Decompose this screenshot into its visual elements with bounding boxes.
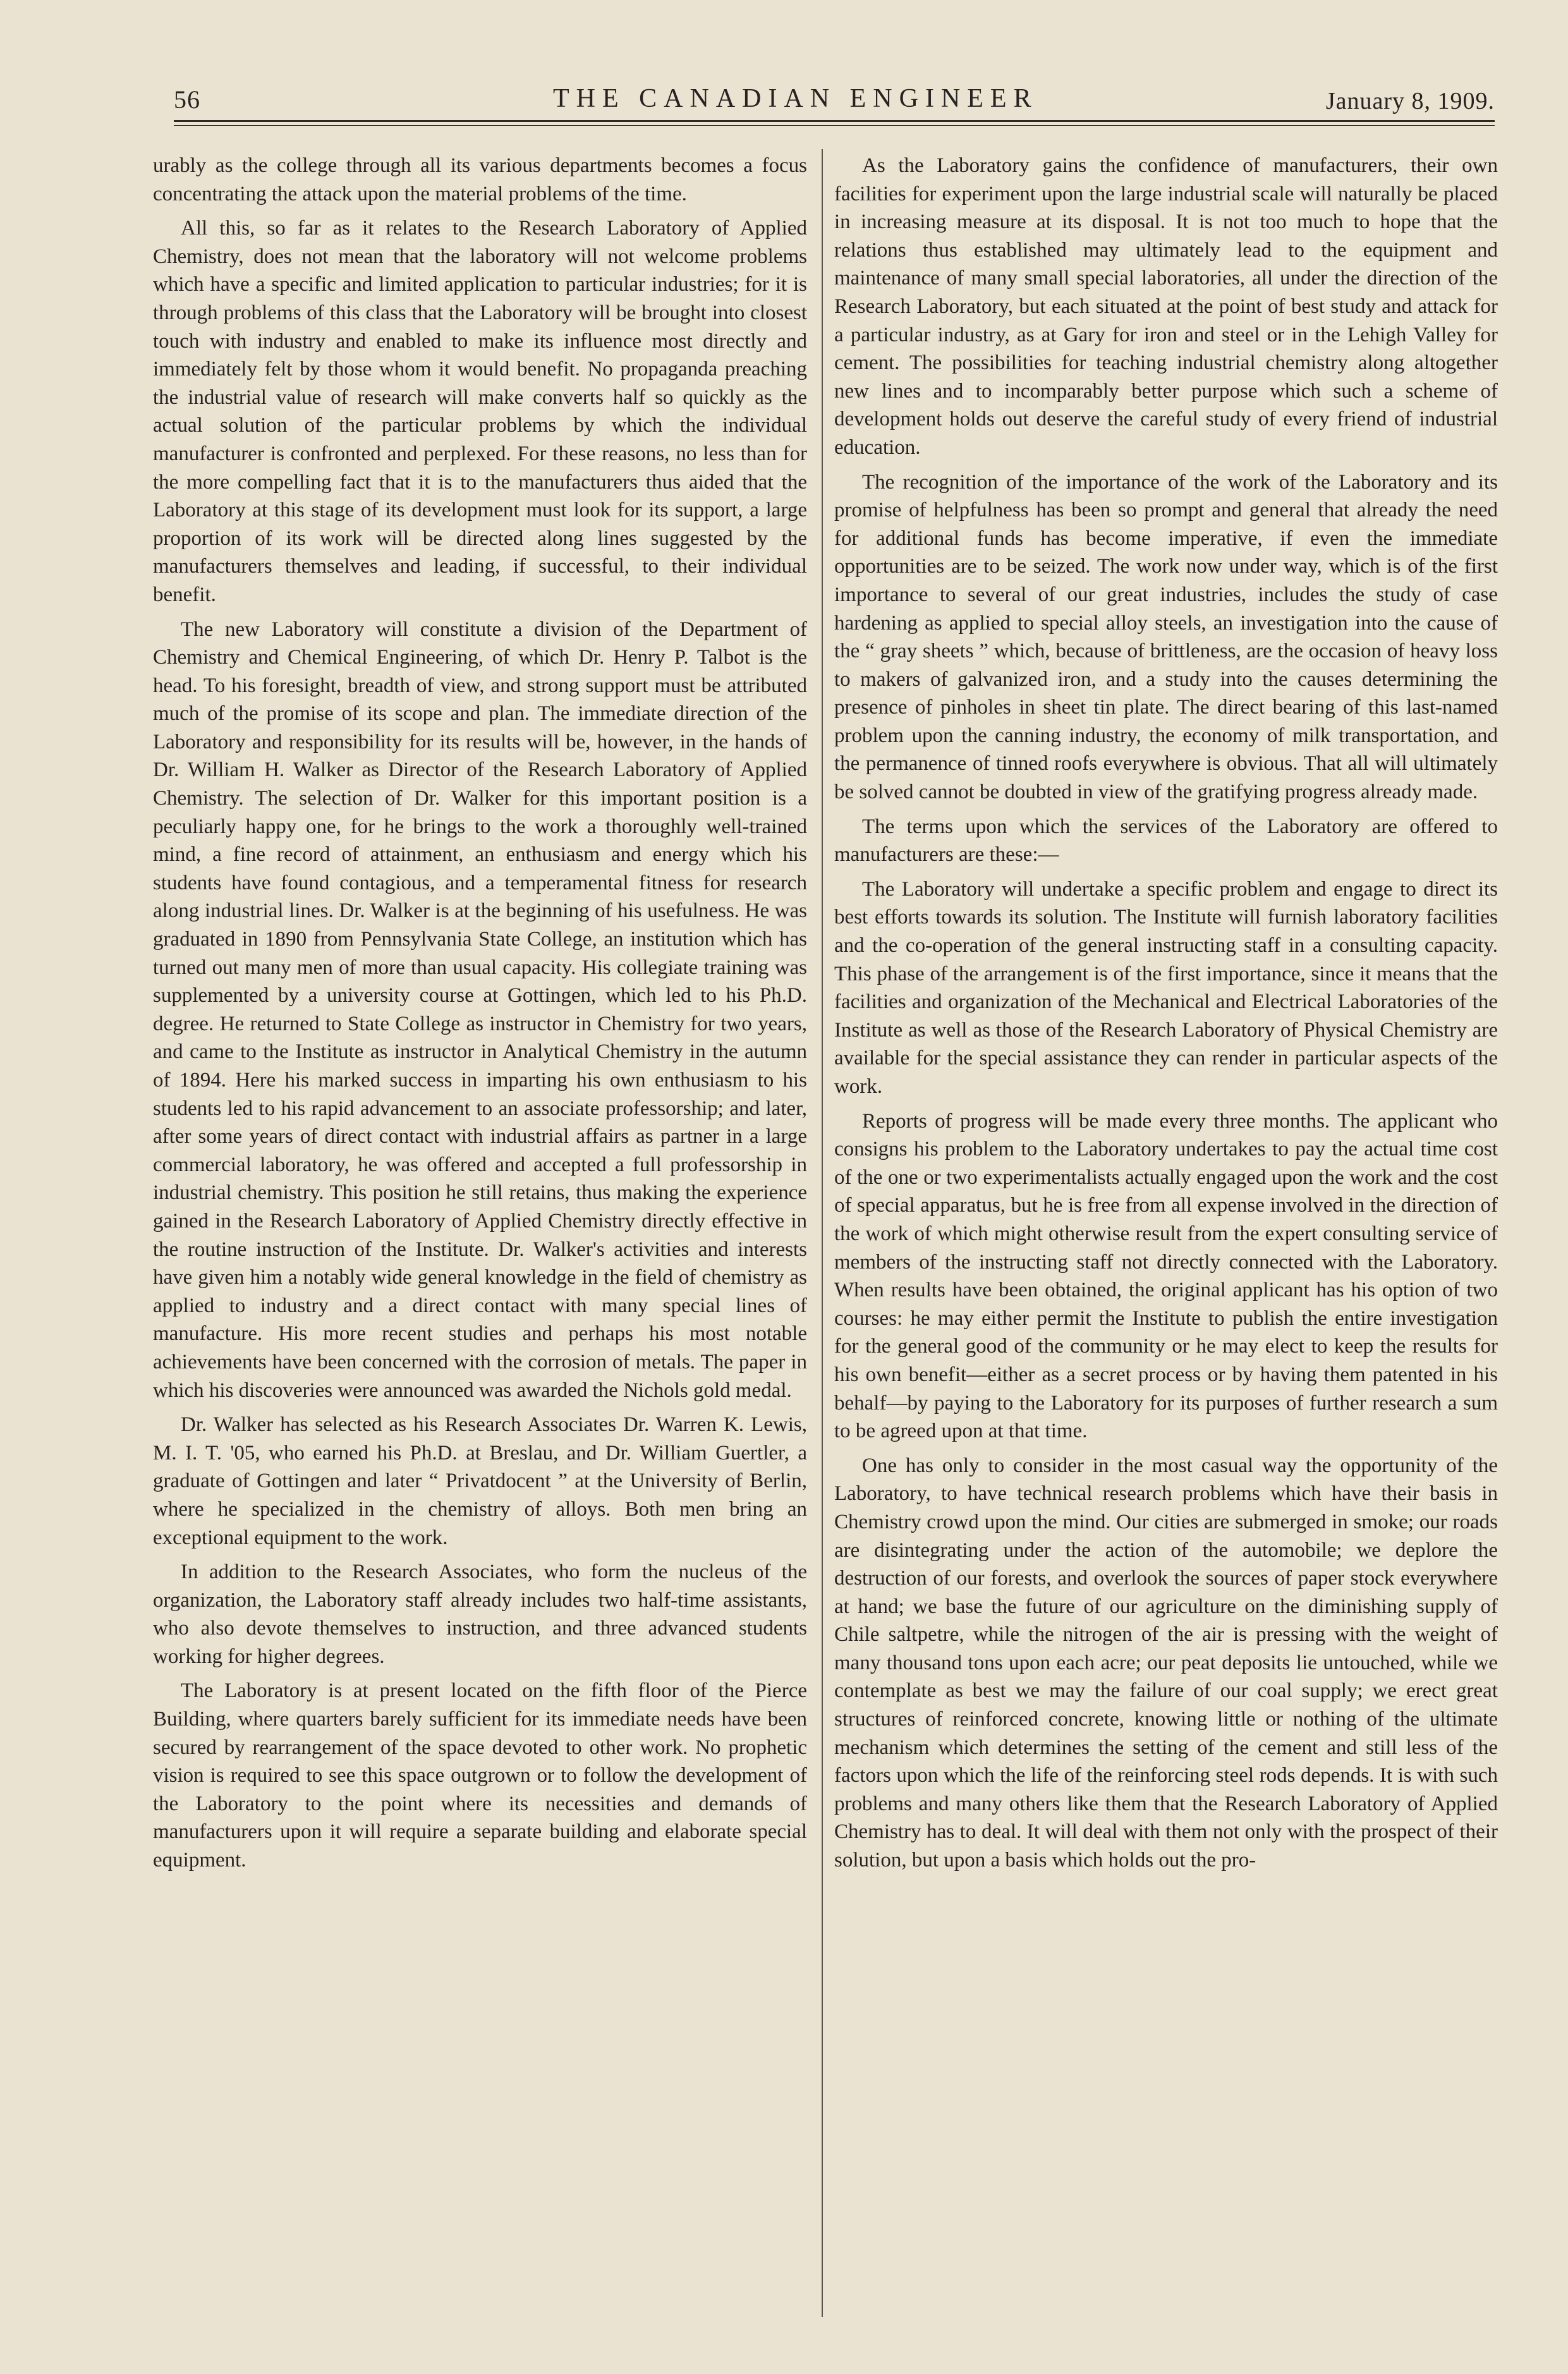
running-header: [174, 81, 1495, 125]
column-divider: [822, 149, 823, 2317]
paragraph: In addition to the Research Associates, who form the nucleus of the organization, the Laboratory staff already includes two half-time assistants, who also devote themselves to instruction, and three advanced students working for higher degrees.: [153, 1561, 807, 1668]
paragraph: Reports of progress will be made every three months. The applicant who consigns his problem to the Laboratory undertakes to pay the actual time cost of the one or two experimentalists actually engaged upon the work and the cost of special apparatus, but he is free from all expense involved in the direction of the work of which might otherwise result from the expert consulting service of members of the instructing staff not directly connected with the Laboratory. When results have been obtained, the original applicant has his option of two courses: he may either permit the Institute to publish the entire investigation for the general good of the community or he may elect to keep the results for his own benefit—either as a secret process or by having them patented in his behalf—by paying to the Laboratory for its purposes of further research a sum to be agreed upon at that time.: [834, 1109, 1498, 1443]
page-number: 56: [174, 85, 200, 114]
paragraph: The new Laboratory will constitute a division of the Department of Chemistry and Chemical Engineering, of which Dr. Henry P. Talbot is the head. To his foresight, breadth of view, and strong support must be attributed much of the promise of its scope and plan. The immediate direction of the Laboratory and responsibility for its results will be, however, in the hands of Dr. William H. Walker as Director of the Research Laboratory of Applied Chemistry. The selection of Dr. Walker for this important position is a peculiarly happy one, for he brings to the work a thoroughly well-trained mind, a fine record of attainment, an enthusiasm and energy which his students have found contagious, and a temperamental fitness for research along industrial lines. Dr. Walker is at the beginning of his usefulness. He was graduated in 1890 from Pennsylvania State College, an institution which has turned out many men of more than usual capacity. His collegiate training was supplemented by a university course at Gottingen, which led to his Ph.D. degree. He returned to State College as instructor in Chemistry for two years, and came to the Institute as instructor in Analytical Chemistry in the autumn of 1894. Here his marked success in imparting his own enthusiasm to his students led to his rapid advancement to an associate professorship; and later, after some years of direct contact with industrial affairs as partner in a large commercial laboratory, he was offered and accepted a full professorship in industrial chemistry. This position he still retains, thus making the experience gained in the Research Laboratory of Applied Chemistry directly effective in the routine instruction of the Institute. Dr. Walker's activities and interests have given him a notably wide general knowledge in the field of chemistry as applied to industry and a direct contact with many special lines of manufacture. His more recent studies and perhaps his most notable achievements have been concerned with the corrosion of metals. The paper in which his discoveries were announced was awarded the Nichols gold medal.: [153, 618, 807, 1402]
paragraph: The Laboratory is at present located on the fifth floor of the Pierce Building, where quarters barely sufficient for its immediate needs have been secured by rearrangement of the space devoted to other work. No prophetic vision is required to see this space outgrown or to follow the development of the Laboratory to the point where its necessities and demands of manufacturers upon it will require a separate building and elaborate special equipment.: [153, 1679, 807, 1872]
paragraph: Dr. Walker has selected as his Research Associates Dr. Warren K. Lewis, M. I. T. '05, who earned his Ph.D. at Breslau, and Dr. William Guertler, a graduate of Gottingen and later “ Privatdocent ” at the University of Berlin, where he specialized in the chemistry of alloys. Both men bring an exceptional equipment to the work.: [153, 1413, 807, 1549]
journal-title: THE CANADIAN ENGINEER: [553, 84, 1038, 113]
paragraph: The Laboratory will undertake a specific problem and engage to direct its best efforts towards its solution. The Institute will furnish laboratory facilities and the co-operation of the general instructing staff in a consulting capacity. This phase of the arrangement is of the first importance, since it means that the facilities and organization of the Mechanical and Electrical Laboratories of the Institute as well as those of the Research Laboratory of Physical Chemistry are available for the special assistance they can render in particular aspects of the work.: [834, 877, 1498, 1098]
right-column: [834, 152, 1498, 1881]
header-rule-thin: [174, 125, 1495, 126]
paragraph: One has only to consider in the most casual way the opportunity of the Laboratory, to have technical research problems which have their basis in Chemistry crowd upon the mind. Our cities are submerged in smoke; our roads are disintegrating under the action of the automobile; we deplore the destruction of our forests, and overlook the sources of paper stock everywhere at hand; we base the future of our agriculture on the diminishing supply of Chile saltpetre, while the nitrogen of the air is pressing with the weight of many thousand tons upon each acre; our peat deposits lie untouched, while we contemplate as best we may the failure of our coal supply; we erect great structures of reinforced concrete, knowing little or nothing of the ultimate mechanism which determines the setting of the cement and still less of the factors upon which the life of the reinforcing steel rods depends. It is with such problems and many others like them that the Research Laboratory of Applied Chemistry has to deal. It will deal with them not only with the prospect of their solution, but upon a basis which holds out the pro-: [834, 1454, 1498, 1872]
paragraph: urably as the college through all its various departments becomes a focus concentrating the attack upon the material problems of the time.: [153, 154, 807, 205]
paragraph: The recognition of the importance of the work of the Laboratory and its promise of helpfulness has been so prompt and general that already the need for additional funds has become imperative, if even the immediate opportunities are to be seized. The work now under way, which is of the first importance to several of our great industries, includes the study of case hardening as applied to special alloy steels, an investigation into the cause of the “ gray sheets ” which, because of brittleness, are the occasion of heavy loss to makers of galvanized iron, and a study into the causes determining the presence of pinholes in sheet tin plate. The direct bearing of this last-named problem upon the canning industry, the economy of milk transportation, and the permanence of tinned roofs everywhere is obvious. That all will ultimately be solved cannot be doubted in view of the gratifying progress already made.: [834, 470, 1498, 804]
paragraph: As the Laboratory gains the confidence of manufacturers, their own facilities for experiment upon the large industrial scale will naturally be placed in increasing measure at its disposal. It is not too much to hope that the relations thus established may ultimately lead to the equipment and maintenance of many small special laboratories, all under the direction of the Research Laboratory, but each situated at the point of best study and attack for a particular industry, as at Gary for iron and steel or in the Lehigh Valley for cement. The possibilities for teaching industrial chemistry along altogether new lines and to incomparably better purpose which such a scheme of development holds out deserve the careful study of every friend of industrial education.: [834, 154, 1498, 459]
left-column: [153, 152, 807, 1881]
issue-date: January 8, 1909.: [1325, 88, 1495, 114]
header-rule: [174, 120, 1495, 122]
paragraph: All this, so far as it relates to the Research Laboratory of Applied Chemistry, does not mean that the laboratory will not welcome problems which have a specific and limited application to particular industries; for it is through problems of this class that the Laboratory will be brought into closest touch with industry and enabled to make its influence most directly and immediately felt by those whom it would benefit. No propaganda preaching the industrial value of research will make converts half so quickly as the actual solution of the particular problems by which the individual manufacturer is confronted and perplexed. For these reasons, no less than for the more compelling fact that it is to the manufacturers thus aided that the Laboratory at this stage of its development must look for its support, a large proportion of its work will be directed along lines suggested by the manufacturers themselves and leading, if successful, to their individual benefit.: [153, 217, 807, 606]
paragraph: The terms upon which the services of the Laboratory are offered to manufacturers are these:—: [834, 815, 1498, 867]
